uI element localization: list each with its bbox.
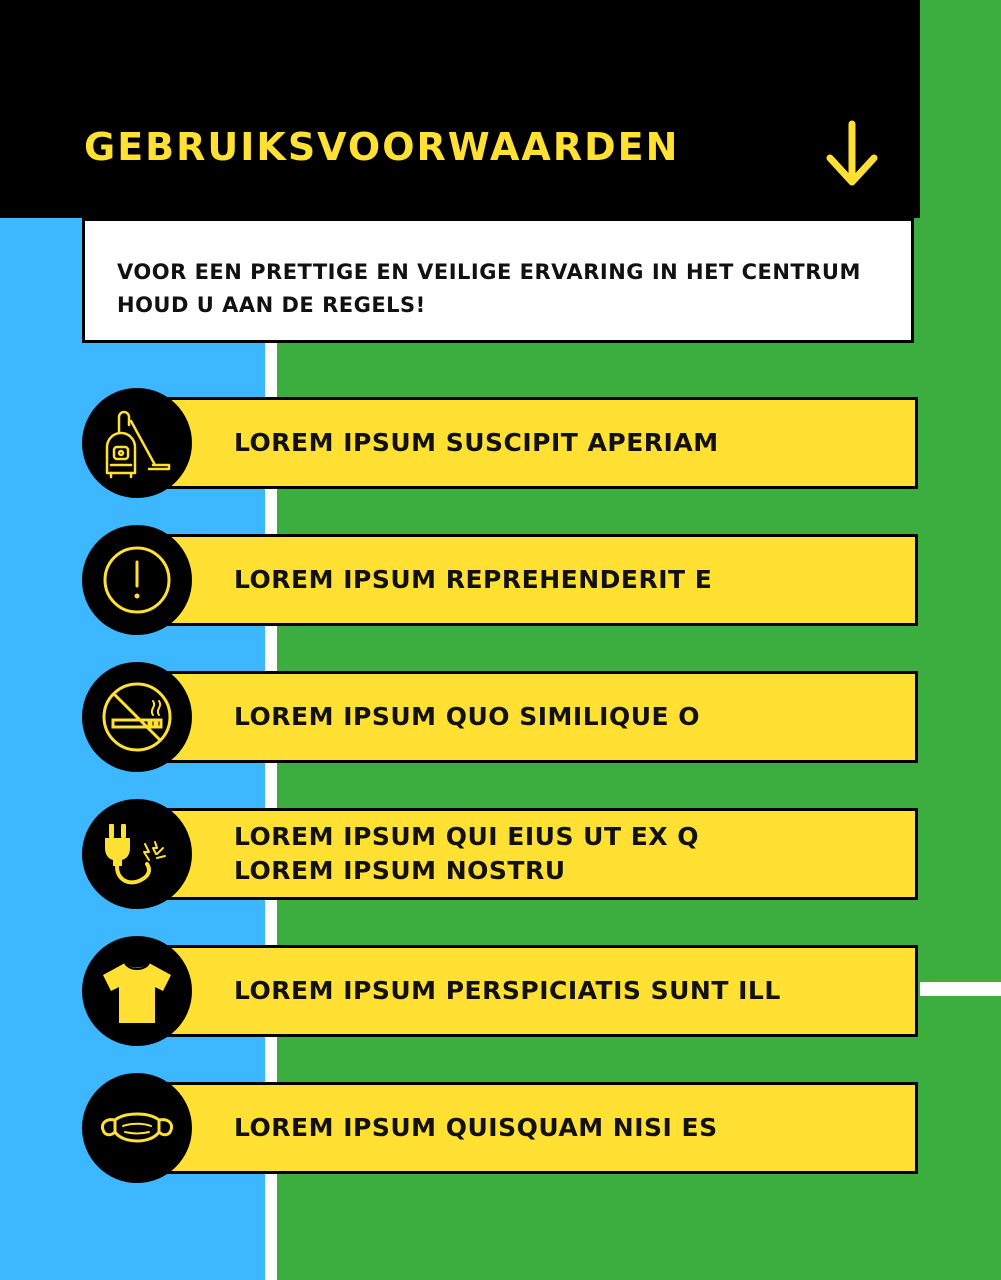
t-shirt-icon [97, 951, 177, 1031]
rule-label: LOREM IPSUM PERSPICIATIS SUNT ILL [234, 976, 781, 1005]
rule-icon-circle [82, 936, 192, 1046]
rule-icon-circle [82, 799, 192, 909]
face-mask-icon [97, 1088, 177, 1168]
rule-label: LOREM IPSUM QUISQUAM NISI ES [234, 1113, 718, 1142]
rule-icon-circle [82, 662, 192, 772]
rule-label: LOREM IPSUM REPREHENDERIT E [234, 565, 713, 594]
arrow-down-icon [824, 120, 880, 190]
divider-line-horizontal [920, 982, 1001, 996]
warning-icon [97, 540, 177, 620]
rule-item [82, 662, 920, 772]
electric-plug-icon [97, 814, 177, 894]
rule-icon-circle [82, 388, 192, 498]
intro-box [82, 218, 914, 343]
rule-label: LOREM IPSUM QUI EIUS UT EX Q LOREM IPSUM NOSTRU [234, 822, 700, 885]
rule-item [82, 936, 920, 1046]
rule-item [82, 525, 920, 635]
rule-item [82, 799, 920, 909]
page-title: GEBRUIKSVOORWAARDEN [84, 125, 680, 169]
rule-item [82, 1073, 920, 1183]
rule-icon-circle [82, 525, 192, 635]
rule-label: LOREM IPSUM SUSCIPIT APERIAM [234, 428, 719, 457]
header [0, 0, 920, 218]
intro-text: VOOR EEN PRETTIGE EN VEILIGE ERVARING IN HET CENTRUM HOUD U AAN DE REGELS! [117, 260, 861, 317]
rule-icon-circle [82, 1073, 192, 1183]
rule-item [82, 388, 920, 498]
rule-label: LOREM IPSUM QUO SIMILIQUE O [234, 702, 701, 731]
no-smoking-icon [97, 677, 177, 757]
vacuum-cleaner-icon [97, 403, 177, 483]
